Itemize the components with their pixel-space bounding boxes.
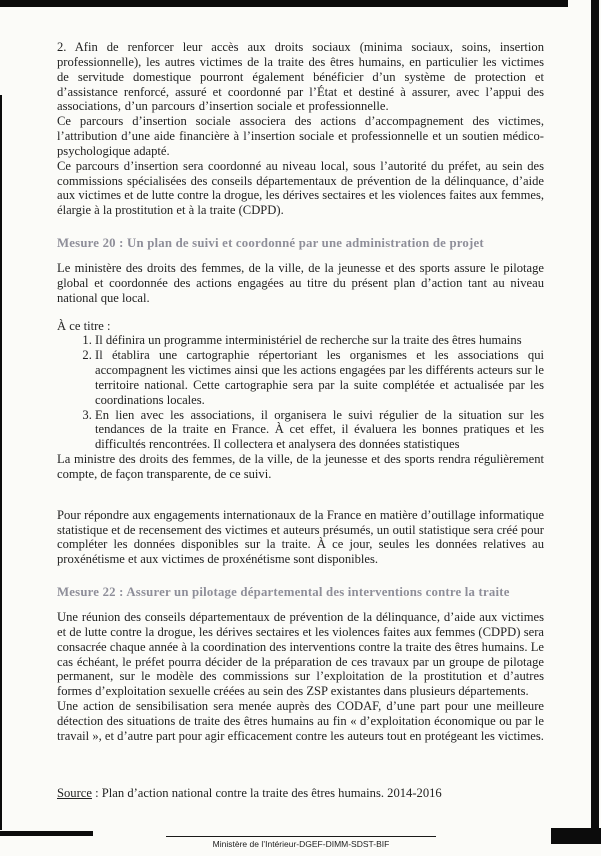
paragraph-a-ce-titre: À ce titre :: [57, 318, 111, 333]
paragraph-sensibilisation-codaf: Une action de sensibilisation sera menée auprès des CODAF, d’une part pour une meilleure détection des situations de traite des êtres humains au fin « d’exploitation économique ou par le travail », et d’autre part pour agir efficacement contre les auteurs tout en protégeant les victimes.: [57, 699, 544, 743]
source-label: Source: [57, 785, 92, 800]
footer-text: Ministère de l’Intérieur-DGEF-DIMM-SDST-BIF: [212, 839, 390, 849]
paragraph-outil-statistique: Pour répondre aux engagements internationaux de la France en matière d’outillage informatique statistique et de recensement des victimes et auteurs présumés, un outil statistique sera créé pour compléter les données disponibles sur la traite. À ce jour, seules les données relatives au proxénétisme et aux victimes de proxénétisme sont disponibles.: [57, 507, 544, 567]
list-item-cartographie: 2. Il établira une cartographie répertoriant les organismes et les associations qui accompagnent les victimes ainsi que les actions engagées par les différents acteurs sur le territoire national. Cette cartographie sera par la suite complétée et actualisée par les coordinations locales.: [95, 348, 544, 407]
heading-mesure-22: Mesure 22 : Assurer un pilotage départemental des interventions contre la traite: [57, 585, 510, 600]
paragraph-pilotage-global: Le ministère des droits des femmes, de la ville, de la jeunesse et des sports assure le pilotage global et coordonnée des actions engagées au titre du présent plan d’action tant au niveau national que local.: [57, 260, 544, 305]
paragraph-acces-droits-sociaux: 2. Afin de renforcer leur accès aux droits sociaux (minima sociaux, soins, insertion professionnelle), les autres victimes de la traite des êtres humains, en particulier les victimes de servitude domestique pourront également bénéficier d’un système de protection et d’assistance renforcé, assuré et coordonné par l’État et destiné à assurer, avec l’appui des associations, d’un parcours d’insertion sociale et professionnelle.: [57, 40, 544, 114]
heading-mesure-20: Mesure 20 : Un plan de suivi et coordonné par une administration de projet: [57, 236, 484, 251]
source-text: : Plan d’action national contre la traite des êtres humains. 2014-2016: [91, 785, 442, 800]
page-footer: [166, 836, 436, 849]
scan-artifact-top-edge: [0, 0, 568, 7]
paragraph-reunion-cdpd: Une réunion des conseils départementaux de prévention de la délinquance, d’aide aux victimes et de lutte contre la drogue, les dérives sectaires et les violences faites aux femmes (CDPD) sera consacrée chaque année à la coordination des interventions contre la traite des êtres humains. Le cas échéant, le préfet pourra décider de la préparation de ces travaux par un groupe de pilotage permanent, sur le modèle des commissions sur l’exploitation de la prostitution et d’autres formes d’exploitation sexuelle créées au sein des ZSP existantes dans plusieurs départements.: [57, 610, 544, 699]
actions-numbered-list: [57, 333, 544, 452]
paragraph-parcours-insertion-sociale: Ce parcours d’insertion sociale associera des actions d’accompagnement des victimes, l’attribution d’une aide financière à l’insertion sociale et professionnelle et un soutien médico-psychologique adapté.: [57, 114, 544, 158]
scan-artifact-right-edge: [591, 0, 599, 838]
document-body: [57, 40, 544, 800]
paragraph-coordination-locale: Ce parcours d’insertion sera coordonné au niveau local, sous l’autorité du préfet, au sein des commissions spécialisées des conseils départementaux de prévention de la délinquance, d’aide aux victimes et de lutte contre la drogue, les dérives sectaires et les violences faites aux femmes, élargie à la prostitution et à la traite (CDPD).: [57, 158, 544, 218]
list-item-suivi-regulier: 3. En lien avec les associations, il organisera le suivi régulier de la situation sur les tendances de la traite en France. À cet effet, il évaluera les bonnes pratiques et les difficultés rencontrées. Il collectera et analysera des données statistiques: [95, 408, 544, 453]
scan-artifact-bottom-right: [551, 828, 601, 844]
scan-artifact-left-edge: [0, 95, 2, 830]
scan-artifact-bottom-left: [0, 831, 93, 836]
list-item-programme-recherche: 1. Il définira un programme interministériel de recherche sur la traite des êtres humains: [95, 333, 544, 348]
paragraph-ministre-rendra-compte: La ministre des droits des femmes, de la ville, de la jeunesse et des sports rendra régulièrement compte, de façon transparente, de ce suivi.: [57, 452, 544, 481]
source-line: [57, 786, 544, 801]
